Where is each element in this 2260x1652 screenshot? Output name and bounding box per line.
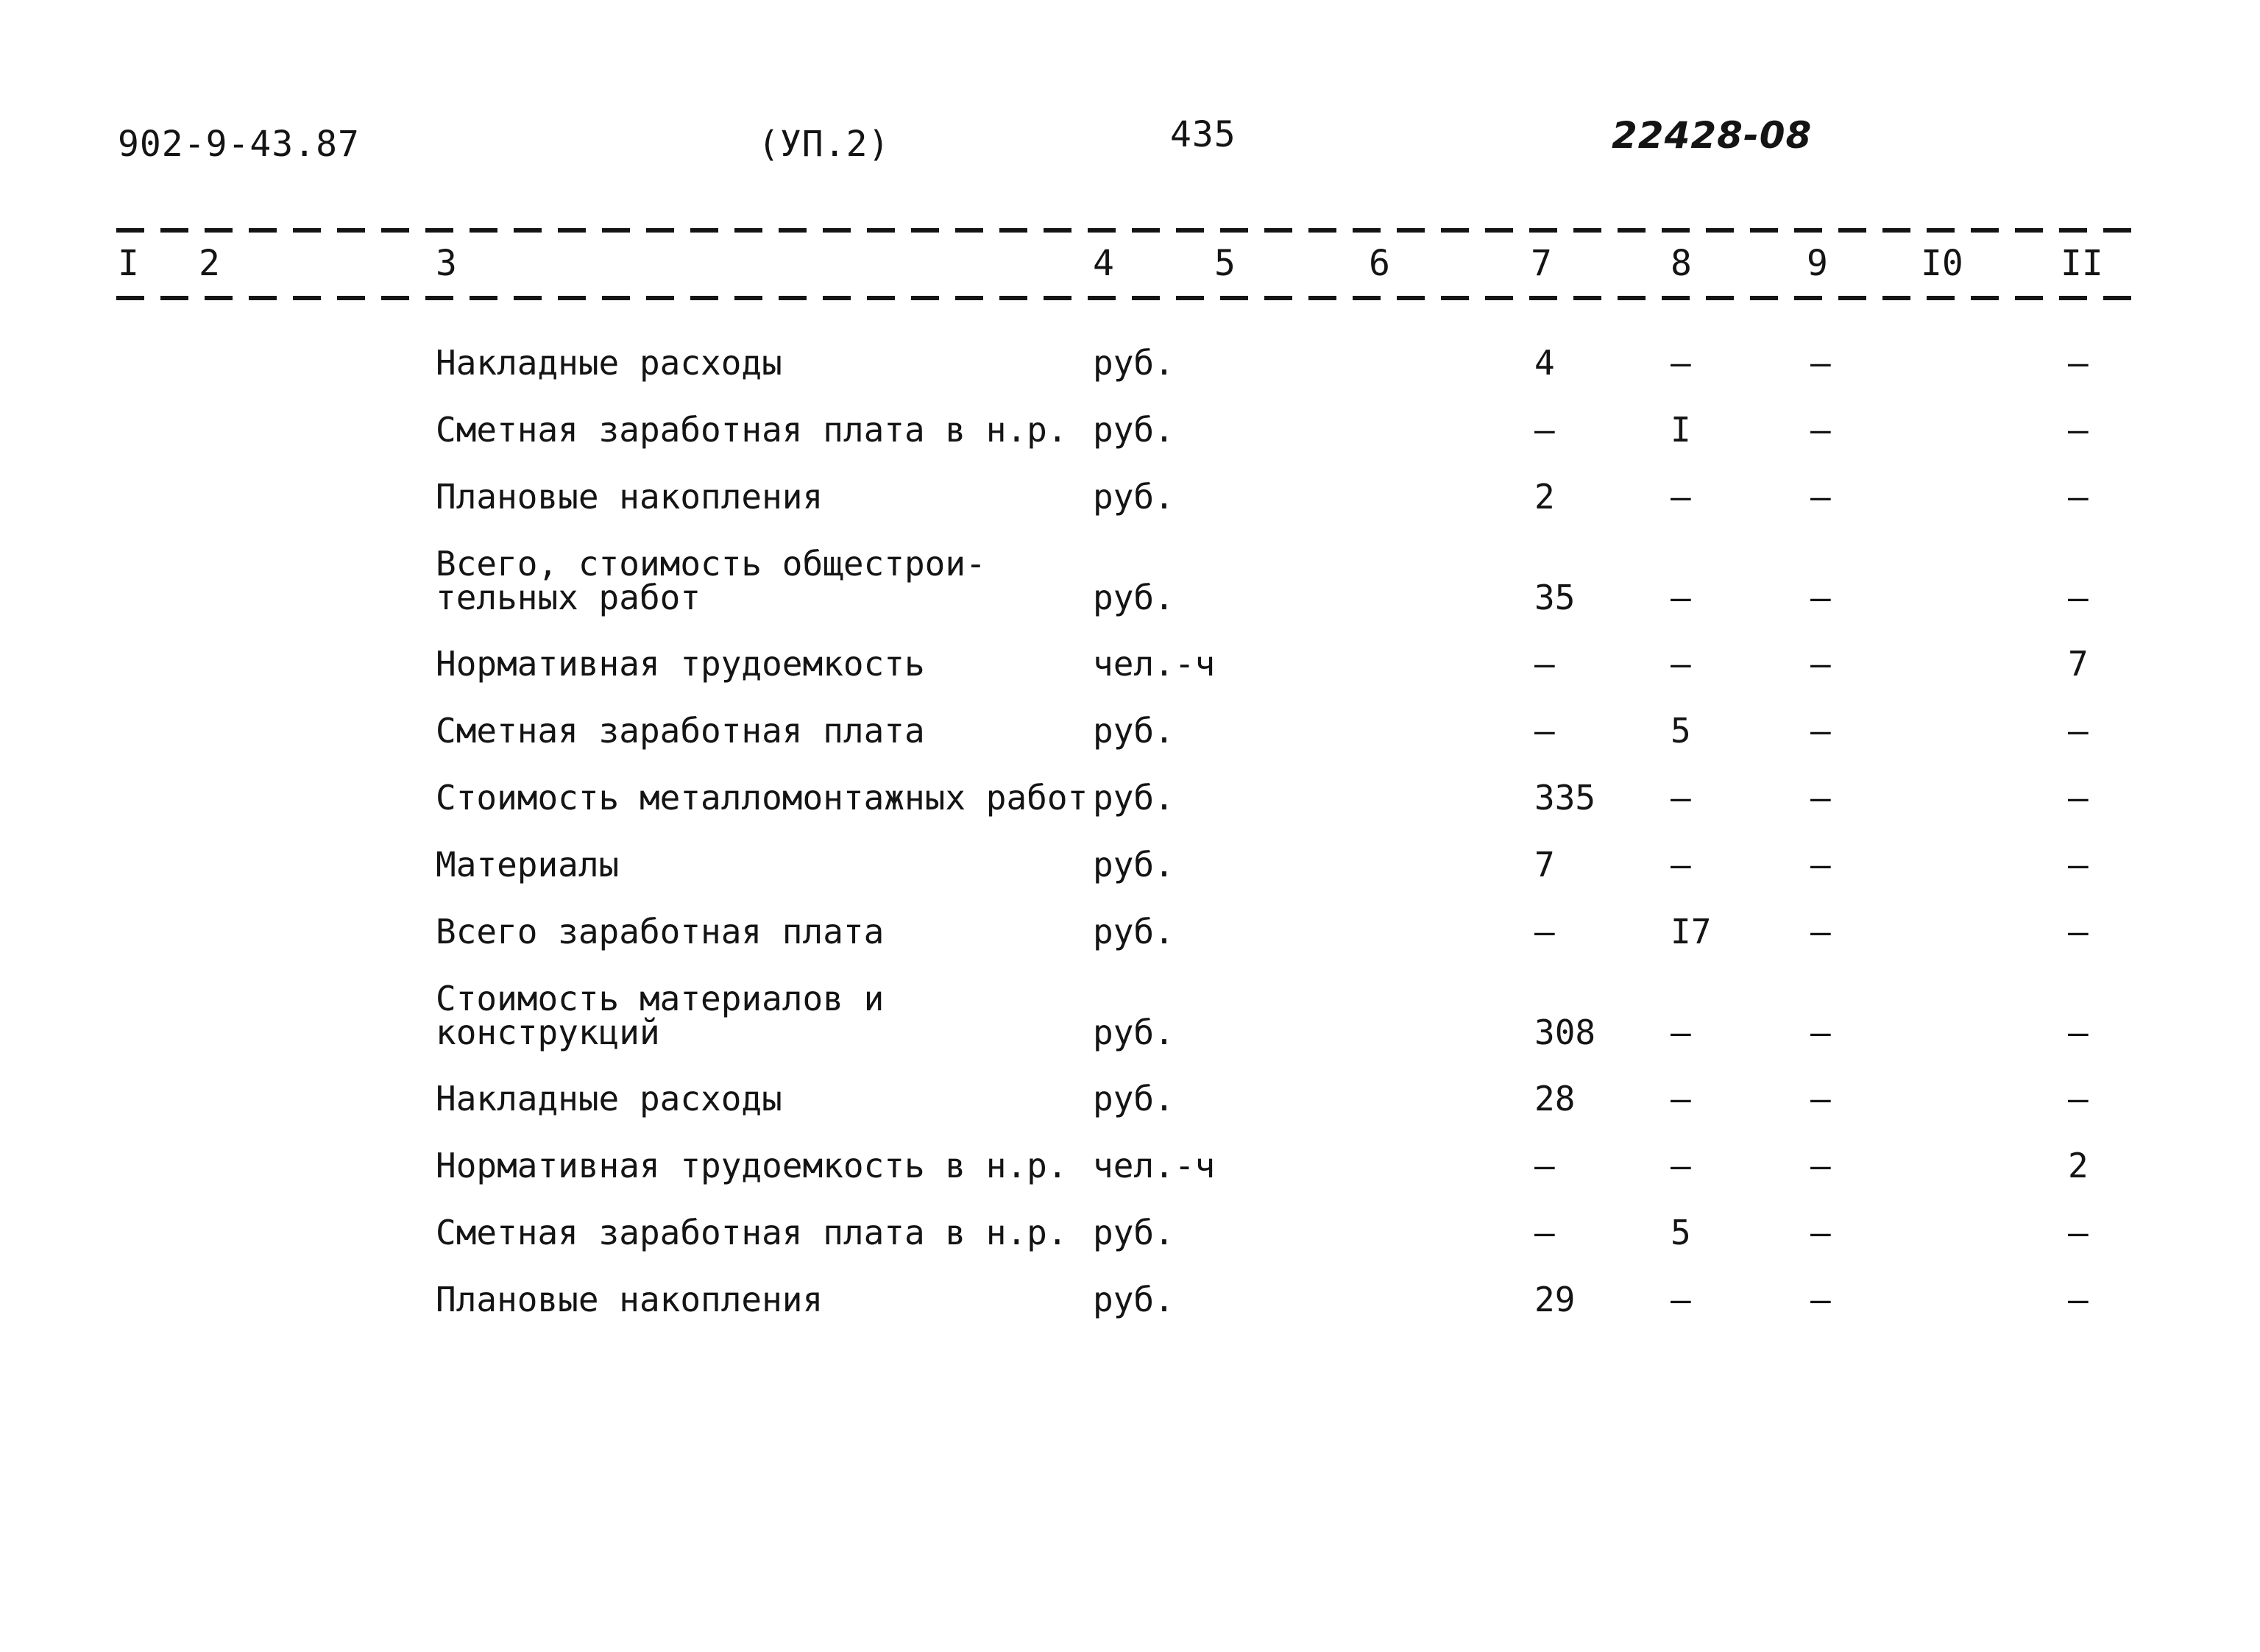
column-7-value: 35 <box>1534 578 1576 617</box>
column-9-value: – <box>1810 1280 1831 1319</box>
column-9-value: – <box>1810 477 1831 517</box>
column-number: 8 <box>1671 243 1692 284</box>
column-9-value: – <box>1810 711 1831 751</box>
unit-cell: руб. <box>1093 410 1175 450</box>
sheet-reference: (УП.2) <box>758 124 890 165</box>
column-7-value: – <box>1534 912 1555 951</box>
header-rule-top <box>116 228 2137 233</box>
unit-cell: руб. <box>1093 1013 1175 1052</box>
item-name: Всего, стоимость общестрои- <box>436 544 986 584</box>
column-number: 7 <box>1531 243 1552 284</box>
column-11-value: – <box>2068 1213 2089 1252</box>
column-9-value: – <box>1810 778 1831 818</box>
column-11-value: – <box>2068 711 2089 751</box>
column-8-value: 5 <box>1671 1213 1691 1252</box>
column-8-value: – <box>1671 343 1691 383</box>
column-8-value: – <box>1671 578 1691 617</box>
item-name: Стоимость металломонтажных работ <box>436 778 1088 818</box>
column-7-value: 7 <box>1534 845 1555 885</box>
unit-cell: руб. <box>1093 477 1175 517</box>
column-11-value: 7 <box>2068 644 2089 684</box>
unit-cell: руб. <box>1093 1213 1175 1252</box>
item-name: Нормативная трудоемкость <box>436 644 925 684</box>
item-name: Сметная заработная плата в н.р. <box>436 410 1068 450</box>
column-9-value: – <box>1810 410 1831 450</box>
column-8-value: – <box>1671 1079 1691 1119</box>
column-8-value: I <box>1671 410 1691 450</box>
column-11-value: – <box>2068 845 2089 885</box>
column-7-value: 335 <box>1534 778 1596 818</box>
column-11-value: – <box>2068 1079 2089 1119</box>
item-name: Материалы <box>436 845 620 885</box>
column-8-value: – <box>1671 1146 1691 1185</box>
item-name: Накладные расходы <box>436 1079 782 1119</box>
column-number: I0 <box>1921 243 1963 284</box>
item-name: Плановые накопления <box>436 1280 823 1319</box>
item-name: Сметная заработная плата в н.р. <box>436 1213 1068 1252</box>
column-11-value: – <box>2068 912 2089 951</box>
column-11-value: – <box>2068 410 2089 450</box>
column-9-value: – <box>1810 1146 1831 1185</box>
column-8-value: 5 <box>1671 711 1691 751</box>
column-11-value: 2 <box>2068 1146 2089 1185</box>
unit-cell: руб. <box>1093 578 1175 617</box>
unit-cell: руб. <box>1093 912 1175 951</box>
column-11-value: – <box>2068 1280 2089 1319</box>
column-9-value: – <box>1810 845 1831 885</box>
column-9-value: – <box>1810 1213 1831 1252</box>
item-name: тельных работ <box>436 578 701 617</box>
column-number: II <box>2061 243 2103 284</box>
column-number: 9 <box>1807 243 1828 284</box>
column-11-value: – <box>2068 343 2089 383</box>
column-9-value: – <box>1810 1013 1831 1052</box>
unit-cell: чел.-ч <box>1093 644 1216 684</box>
column-7-value: 29 <box>1534 1280 1576 1319</box>
column-11-value: – <box>2068 578 2089 617</box>
unit-cell: руб. <box>1093 1280 1175 1319</box>
column-number: 5 <box>1214 243 1236 284</box>
column-number: I <box>118 243 139 284</box>
column-11-value: – <box>2068 477 2089 517</box>
item-name: Накладные расходы <box>436 343 782 383</box>
item-name: Стоимость материалов и <box>436 979 885 1018</box>
column-8-value: – <box>1671 778 1691 818</box>
item-name: Сметная заработная плата <box>436 711 925 751</box>
column-number: 2 <box>199 243 220 284</box>
column-number: 6 <box>1369 243 1390 284</box>
column-11-value: – <box>2068 778 2089 818</box>
document-code: 902-9-43.87 <box>118 124 360 165</box>
column-8-value: – <box>1671 1280 1691 1319</box>
column-11-value: – <box>2068 1013 2089 1052</box>
column-8-value: – <box>1671 477 1691 517</box>
column-number: 4 <box>1093 243 1114 284</box>
column-7-value: 28 <box>1534 1079 1576 1119</box>
column-8-value: – <box>1671 845 1691 885</box>
column-9-value: – <box>1810 644 1831 684</box>
item-name: Всего заработная плата <box>436 912 885 951</box>
item-name: Плановые накопления <box>436 477 823 517</box>
column-7-value: 2 <box>1534 477 1555 517</box>
unit-cell: руб. <box>1093 778 1175 818</box>
item-name: Нормативная трудоемкость в н.р. <box>436 1146 1068 1185</box>
column-8-value: – <box>1671 644 1691 684</box>
unit-cell: руб. <box>1093 343 1175 383</box>
unit-cell: руб. <box>1093 845 1175 885</box>
item-name: конструкций <box>436 1013 660 1052</box>
column-7-value: – <box>1534 644 1555 684</box>
header-rule-bottom <box>116 296 2137 300</box>
column-number: 3 <box>436 243 457 284</box>
column-7-value: – <box>1534 711 1555 751</box>
column-8-value: – <box>1671 1013 1691 1052</box>
column-9-value: – <box>1810 578 1831 617</box>
column-7-value: 4 <box>1534 343 1555 383</box>
column-7-value: – <box>1534 410 1555 450</box>
column-7-value: – <box>1534 1146 1555 1185</box>
column-7-value: 308 <box>1534 1013 1596 1052</box>
column-9-value: – <box>1810 343 1831 383</box>
unit-cell: руб. <box>1093 1079 1175 1119</box>
column-9-value: – <box>1810 912 1831 951</box>
unit-cell: руб. <box>1093 711 1175 751</box>
column-9-value: – <box>1810 1079 1831 1119</box>
page-number: 435 <box>1170 114 1236 155</box>
column-8-value: I7 <box>1671 912 1712 951</box>
handwritten-reference: 22428-08 <box>1612 114 1813 157</box>
unit-cell: чел.-ч <box>1093 1146 1216 1185</box>
column-7-value: – <box>1534 1213 1555 1252</box>
